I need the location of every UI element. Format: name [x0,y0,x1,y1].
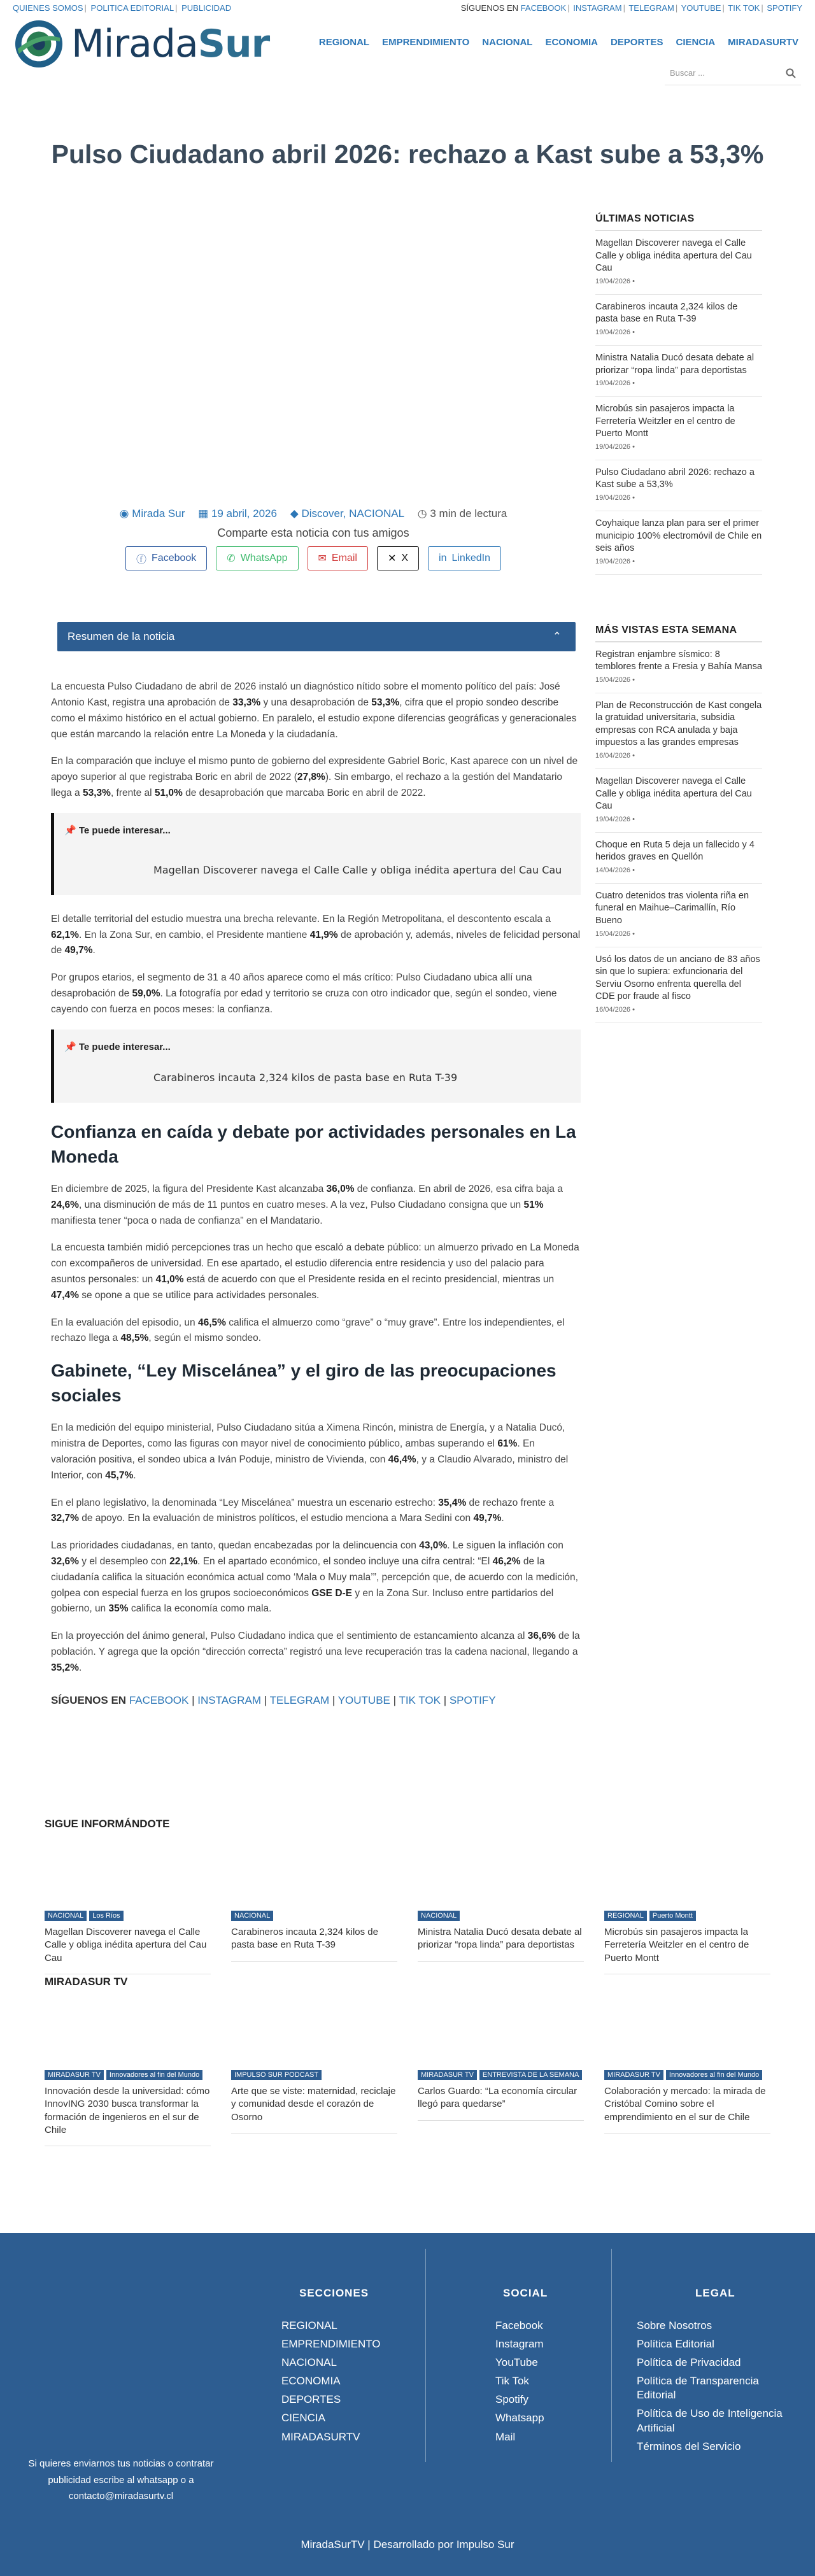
footer-link[interactable]: Tik Tok [495,2375,529,2388]
footer-link[interactable]: REGIONAL [281,2319,337,2332]
social-youtube[interactable]: YOUTUBE [681,3,721,13]
latest-news-list [595,231,762,574]
logo-mark-icon [14,19,64,69]
date-text: 14/04/2026 [595,866,631,874]
follow-label: SÍGUENOS EN [460,3,519,13]
news-title[interactable]: Choque en Ruta 5 deja un fallecido y 4 heridos graves en Quellón [595,839,755,863]
nav-ciencia[interactable]: CIENCIA [676,37,716,48]
sidebar [595,213,762,1023]
topbar-social: SÍGUENOS EN FACEBOOK | INSTAGRAM | TELEGRAM | YOUTUBE | TIK TOK | SPOTIFY [460,3,802,13]
nav-emprendimiento[interactable]: EMPRENDIMIENTO [382,37,470,48]
tv-cards [45,2007,770,2146]
category-tag[interactable]: Innovadores al fin del Mundo [106,2070,202,2080]
footer-link[interactable]: Instagram [495,2338,544,2351]
card-image[interactable] [604,1848,770,1911]
news-title[interactable]: Cuatro detenidos tras violenta riña en funeral en Maihue–Carimallín, Río Bueno [595,890,749,926]
footer-link[interactable]: Términos del Servicio [637,2440,741,2452]
article-categories[interactable]: Discover, NACIONAL [301,507,405,520]
pin-icon: 📌 [64,1041,76,1052]
news-date [595,816,762,823]
dot-icon: • [630,815,635,823]
dot-icon: • [630,866,635,874]
social-facebook[interactable]: FACEBOOK [520,3,567,13]
card-image[interactable] [418,1848,584,1911]
main-nav [319,37,798,48]
paragraph: En la comparación que incluye el mismo punto de gobierno del expresidente Gabriel Boric, Kast aparece con un nivel de apoyo superior al que registraba Boric en abril de 2022 (27,8%). Sin embargo, el rechazo a la gestión del Mandatario llega a 53,3%, frente al 51,0% de desaprobación que marcaba Boric en abril de 2022. [51,756,578,798]
footer-link[interactable]: NACIONAL [281,2356,337,2369]
link-politica-editorial[interactable]: POLITICA EDITORIAL [90,3,174,13]
card-title[interactable]: Magellan Discoverer navega el Calle Calle y obliga inédita apertura del Cau Cau [45,1926,211,1974]
sidebar-news-item[interactable] [595,642,762,693]
article-body [51,679,581,1706]
category-tag[interactable]: Puerto Montt [649,1911,696,1921]
news-title[interactable]: Magellan Discoverer navega el Calle Calle y obliga inédita apertura del Cau Cau [595,238,752,274]
date-text: 19/04/2026 [595,815,631,823]
news-title[interactable]: Carabineros incauta 2,324 kilos de pasta base en Ruta T-39 [595,301,738,325]
summary-toggle[interactable] [57,622,576,651]
news-card[interactable] [418,2007,584,2146]
dot-icon: • [630,442,635,451]
follow-telegram[interactable]: TELEGRAM [269,1694,330,1706]
dot-icon: • [630,379,635,388]
search-input[interactable]: Buscar ... [670,68,705,78]
footer-link[interactable]: Política de Transparencia Editorial [637,2375,759,2402]
date-text: 15/04/2026 [595,930,631,938]
footer-link[interactable]: DEPORTES [281,2393,341,2406]
summary-label: Resumen de la noticia [67,630,175,643]
site-footer [0,2233,815,2576]
article-title: Pulso Ciudadano abril 2026: rechazo a Kast sube a 53,3% [51,139,764,169]
tag-icon: ◆ [290,507,299,520]
category-tag[interactable]: Los Ríos [89,1911,123,1921]
dot-icon: • [630,1005,635,1014]
paragraph: El detalle territorial del estudio muestra una brecha relevante. En la Región Metropolitana, el descontento escala a 62,1%. En la Zona Sur, en cambio, el Presidente mantiene 41,9% de aprobación y, además, niveles de felicidad personal de 49,7%. [51,913,581,956]
footer-divider [425,2249,426,2462]
card-title[interactable]: Carabineros incauta 2,324 kilos de pasta base en Ruta T-39 [231,1926,397,1962]
date-text: 19/04/2026 [595,379,631,388]
news-card[interactable] [418,1848,584,1974]
news-title[interactable]: Pulso Ciudadano abril 2026: rechazo a Kast sube a 53,3% [595,467,755,490]
paragraph: La encuesta Pulso Ciudadano de abril de 2026 instaló un diagnóstico nítido sobre el momento político del país: José Antonio Kast, registra una aprobación de 33,3% y una desaprobación de 53,3%, cifra que el propio sondeo describe como el máximo histórico en el actual gobierno. En paralelo, el estudio expone diferencias geográficas y generacionales que están marcando la relación entre La Moneda y la ciudadanía. [51,681,577,740]
sidebar-news-item[interactable] [595,947,762,1023]
news-title[interactable]: Usó los datos de un anciano de 83 años sin que lo supiera: exfuncionaria del Serviu Osorno enfrenta querella del CDE por fraude al fisco [595,954,760,1002]
social-tiktok[interactable]: TIK TOK [728,3,760,13]
news-date [595,494,762,502]
linkedin-icon: in [439,553,447,564]
date-text: 19/04/2026 [595,442,631,451]
most-viewed-title: MÁS VISTAS ESTA SEMANA [595,625,762,642]
email-icon: ✉ [318,553,327,565]
related-link[interactable]: Carabineros incauta 2,324 kilos de pasta base en Ruta T-39 [153,1071,458,1084]
footer-link[interactable]: Política Editorial [637,2338,714,2351]
news-date [595,752,762,760]
date-text: 19/04/2026 [595,557,631,565]
footer-divider [611,2249,612,2462]
dot-icon: • [630,557,635,565]
follow-spotify[interactable]: SPOTIFY [449,1694,496,1706]
follow-youtube[interactable]: YOUTUBE [337,1694,390,1706]
news-card[interactable] [45,2007,211,2146]
share-buttons [45,546,582,570]
article-column [45,507,582,570]
news-date [595,930,762,938]
news-card[interactable] [604,2007,770,2146]
paragraph: Por grupos etarios, el segmento de 31 a 40 años aparece como el más crítico: Pulso Ciudadano ubica allí una desaprobación de 59,0%. La fotografía por edad y territorio se cruza con otro indicador que, según el sondeo, viene cayendo con fuerza en pocos meses: la confianza. [51,972,557,1015]
most-viewed-list [595,642,762,1023]
related-box [51,1030,581,1103]
x-icon: ✕ [387,553,397,565]
share-whatsapp-button[interactable]: ✆ WhatsApp [216,546,298,570]
clock-icon: ◷ [417,507,427,520]
news-title[interactable]: Ministra Natalia Ducó desata debate al priorizar “ropa linda” para deportistas [595,353,755,376]
related-label: 📌 Te puede interesar... [64,824,171,836]
social-telegram[interactable]: TELEGRAM [628,3,674,13]
link-publicidad[interactable]: PUBLICIDAD [181,3,232,13]
more-news-cards [45,1848,770,1974]
related-link[interactable]: Magellan Discoverer navega el Calle Calle y obliga inédita apertura del Cau Cau [153,863,562,876]
footer-link[interactable]: Política de Privacidad [637,2356,741,2369]
category-tag[interactable]: NACIONAL [45,1911,87,1921]
whatsapp-icon: ✆ [227,553,236,565]
tv-title: MIRADASUR TV [45,1976,128,1988]
sidebar-news-item[interactable] [595,511,762,575]
section-heading: Gabinete, “Ley Miscelánea” y el giro de las preocupaciones sociales [51,1361,556,1406]
news-date [595,1006,762,1014]
news-title[interactable]: Registran enjambre sísmico: 8 temblores frente a Fresia y Bahía Mansa [595,649,762,672]
sidebar-news-item[interactable] [595,833,762,884]
nav-deportes[interactable]: DEPORTES [610,37,663,48]
read-time: 3 min de lectura [430,507,507,520]
follow-facebook[interactable]: FACEBOOK [129,1694,189,1706]
related-box [51,813,581,895]
follow-tiktok[interactable]: TIK TOK [399,1694,441,1706]
paragraph: En la medición del equipo ministerial, Pulso Ciudadano sitúa a Ximena Rincón, ministra de Energía, y a Natalia Ducó, ministra de Deportes, como las figuras con mayor nivel de conocimiento público, ambas superando el 61%. En valoración positiva, el sondeo ubica a Iván Poduje, ministro de Vivienda, con 46,4%, y a Claudio Alvarado, ministro del Interior, con 45,7%. [51,1422,569,1481]
category-tag[interactable]: IMPULSO SUR PODCAST [231,2070,322,2080]
social-spotify[interactable]: SPOTIFY [767,3,802,13]
share-email-button[interactable]: ✉ Email [308,546,368,570]
card-tags [604,1911,770,1921]
content-layout [0,170,815,2277]
footer-sections-title: SECCIONES [299,2287,369,2299]
nav-economia[interactable]: ECONOMIA [545,37,598,48]
sidebar-news-item[interactable] [595,884,762,947]
dot-icon: • [630,752,635,760]
news-date [595,278,762,285]
news-date [595,379,762,387]
footer-social-title: SOCIAL [503,2287,548,2299]
card-image[interactable] [231,2007,397,2070]
article-follow: SÍGUENOS EN FACEBOOK | INSTAGRAM | TELEGRAM | YOUTUBE | TIK TOK | SPOTIFY [51,1694,496,1706]
paragraph: Las prioridades ciudadanas, en tanto, quedan encabezadas por la delincuencia con 43,0%. Le siguen la inflación con 32,6% y el desempleo con 22,1%. En el apartado económico, el sondeo incluye una cifra central: “El 46,2% de la ciudadanía califica la situación económica actual como ‘Mala o Muy mala’”, percepción que, de acuerdo con la medición, golpea con especial fuerza en los grupos socioeconómicos GSE D-E y en la Zona Sur. Incluso entre partidarios del gobierno, un 35% califica la economía como mala. [51,1540,578,1615]
search-icon[interactable] [786,68,796,78]
footer-link[interactable]: Whatsapp [495,2412,544,2424]
sidebar-news-item[interactable] [595,769,762,833]
footer-link[interactable]: YouTube [495,2356,538,2369]
article-meta [45,507,582,520]
card-image[interactable] [231,1848,397,1911]
card-title[interactable]: Colaboración y mercado: la mirada de Cristóbal Comino sobre el emprendimiento en el sur de Chile [604,2085,770,2134]
sidebar-news-item[interactable] [595,295,762,346]
card-tags [418,2070,584,2080]
dot-icon: • [630,277,635,285]
card-title[interactable]: Arte que se viste: maternidad, reciclaje y comunidad desde el corazón de Osorno [231,2085,397,2134]
share-title: Comparte esta noticia con tus amigos [217,527,409,540]
news-card[interactable] [231,1848,397,1974]
sidebar-news-item[interactable] [595,397,762,460]
date-text: 19/04/2026 [595,493,631,502]
news-title[interactable]: Coyhaique lanza plan para ser el primer municipio 100% electromóvil de Chile en seis años [595,518,762,554]
footer-link[interactable]: EMPRENDIMIENTO [281,2338,381,2351]
card-tags [604,2070,770,2080]
date-text: 19/04/2026 [595,277,631,285]
site-header [0,15,815,85]
footer-link[interactable]: MIRADASURTV [281,2430,360,2443]
author-icon: ◉ [119,507,129,520]
news-card[interactable] [604,1848,770,1974]
category-tag[interactable]: MIRADASUR TV [45,2070,104,2080]
footer-link[interactable]: Facebook [495,2319,543,2332]
footer-social [495,2287,548,2449]
news-date [595,867,762,874]
category-tag[interactable]: NACIONAL [418,1911,460,1921]
news-title[interactable]: Plan de Reconstrucción de Kast congela la gratuidad universitaria, subsidia empresas con RCA anulada y baja impuestos a las grandes empresas [595,700,762,748]
footer-link[interactable]: Spotify [495,2393,528,2406]
card-title[interactable]: Ministra Natalia Ducó desata debate al priorizar “ropa linda” para deportistas [418,1926,584,1962]
article-header [0,85,815,170]
calendar-icon: ▦ [198,507,209,520]
footer-sections [281,2287,381,2449]
topbar [0,0,815,15]
sidebar-news-item[interactable] [595,346,762,397]
category-tag[interactable]: MIRADASUR TV [604,2070,663,2080]
category-tag[interactable]: ENTREVISTA DE LA SEMANA [479,2070,582,2080]
nav-regional[interactable]: REGIONAL [318,37,370,48]
date-text: 16/04/2026 [595,752,631,760]
card-tags [418,1911,584,1921]
footer-legal-title: LEGAL [695,2287,735,2299]
news-date [595,558,762,565]
dot-icon: • [630,329,635,336]
footer-link[interactable]: Sobre Nosotros [637,2319,712,2332]
site-logo[interactable] [14,19,269,69]
category-tag[interactable]: Innovadores al fin del Mundo [666,2070,762,2080]
card-image[interactable] [45,2007,211,2070]
share-x-button[interactable]: ✕ X [377,546,419,570]
logo-text: MiradaSur [71,22,270,66]
news-date [595,443,762,451]
category-tag[interactable]: MIRADASUR TV [418,2070,477,2080]
contact-email[interactable]: contacto@miradasurtv.cl [68,2491,174,2502]
card-image[interactable] [604,2007,770,2070]
footer-credits: MiradaSurTV | Desarrollado por Impulso Sur [301,2538,514,2551]
card-title[interactable]: Carlos Guardo: “La economía circular llegó para quedarse” [418,2085,584,2121]
footer-legal [637,2287,790,2458]
paragraph: En diciembre de 2025, la figura del Presidente Kast alcanzaba 36,0% de confianza. En abril de 2026, esa cifra baja a 24,6%, una disminución de más de 11 puntos en cuatro meses. A la vez, Pulso Ciudadano consigna que un 51% manifiesta tener “poca o nada de confianza” en el Mandatario. [51,1183,563,1226]
topbar-links: QUIENES SOMOS | POLITICA EDITORIAL | PUBLICIDAD [13,3,232,13]
news-date [595,329,762,336]
sidebar-news-item[interactable] [595,231,762,295]
article-author[interactable]: Mirada Sur [132,507,185,520]
news-card[interactable] [45,1848,211,1974]
card-tags [45,2070,211,2080]
dot-icon: • [630,676,635,684]
more-news-title: SIGUE INFORMÁNDOTE [45,1818,170,1830]
card-image[interactable] [418,2007,584,2070]
footer-link[interactable]: Política de Uso de Inteligencia Artificial [637,2407,783,2434]
latest-news-title: ÚLTIMAS NOTICIAS [595,213,762,231]
sidebar-news-item[interactable] [595,460,762,511]
share-facebook-button[interactable]: ⓕ Facebook [125,546,207,570]
related-label: 📌 Te puede interesar... [64,1041,171,1052]
dot-icon: • [630,493,635,502]
follow-instagram[interactable]: INSTAGRAM [197,1694,262,1706]
card-tags [45,1911,211,1921]
card-image[interactable] [45,1848,211,1911]
card-tags [231,1911,397,1921]
card-title[interactable]: Microbús sin pasajeros impacta la Ferretería Weitzler en el centro de Puerto Montt [604,1926,770,1974]
chevron-up-icon: ⌃ [552,630,562,643]
sidebar-news-item[interactable] [595,693,762,769]
nav-nacional[interactable]: NACIONAL [482,37,533,48]
category-tag[interactable]: NACIONAL [231,1911,273,1921]
link-quienes-somos[interactable]: QUIENES SOMOS [13,3,83,13]
paragraph: En la proyección del ánimo general, Pulso Ciudadano indica que el sentimiento de estancamiento alcanza al 36,6% de la población. Y agrega que la opción “dirección correcta” registró una leve recuperación tras la cadena nacional, llegando a 35,2%. [51,1631,580,1673]
share-linkedin-button[interactable]: in LinkedIn [428,546,501,570]
footer-link[interactable]: CIENCIA [281,2412,325,2424]
date-text: 16/04/2026 [595,1005,631,1014]
footer-contact: Si quieres enviarnos tus noticias o contratar publicidad escribe al whatsapp o a contacto@miradasurtv.cl [13,2456,229,2505]
paragraph: En la evaluación del episodio, un 46,5% califica el almuerzo como “grave” o “muy grave”. Entre los independientes, el rechazo llega a 48,5%, según el mismo sondeo. [51,1317,565,1344]
facebook-icon: ⓕ [136,554,147,565]
card-title[interactable]: Innovación desde la universidad: cómo InnovING 2030 busca transformar la formación de ingenieros en el sur de Chile [45,2085,211,2146]
nav-miradasurtv[interactable]: MIRADASURTV [728,37,798,48]
pin-icon: 📌 [64,824,76,836]
footer-link[interactable]: ECONOMIA [281,2375,341,2388]
date-text: 15/04/2026 [595,676,631,684]
paragraph: En el plano legislativo, la denominada “Ley Miscelánea” muestra un escenario estrecho: 35,4% de rechazo frente a 32,7% de apoyo. En la evaluación de ministros políticos, el estudio menciona a Mara Sedini con 49,7%. [51,1497,555,1524]
section-heading: Confianza en caída y debate por actividades personales en La Moneda [51,1121,576,1166]
news-title[interactable]: Magellan Discoverer navega el Calle Calle y obliga inédita apertura del Cau Cau [595,776,752,812]
news-date [595,676,762,684]
news-card[interactable] [231,2007,397,2146]
footer-link[interactable]: Mail [495,2430,516,2443]
category-tag[interactable]: REGIONAL [604,1911,647,1921]
article-date[interactable]: 19 abril, 2026 [211,507,277,520]
social-instagram[interactable]: INSTAGRAM [573,3,622,13]
news-title[interactable]: Microbús sin pasajeros impacta la Ferretería Weitzler en el centro de Puerto Montt [595,404,735,439]
paragraph: La encuesta también midió percepciones tras un hecho que escaló a debate público: un almuerzo privado en La Moneda con excompañeros de universidad. En ese apartado, el estudio diferencia entre residencia y uso del palacio para asuntos personales: un 41,0% está de acuerdo con que el Presidente resida en el recinto presidencial, mientras un 47,4% se opone a que se utilice para actividades personales. [51,1242,579,1301]
card-tags [231,2070,397,2080]
search-box[interactable] [665,61,801,85]
dot-icon: • [630,930,635,938]
date-text: 19/04/2026 [595,329,631,336]
